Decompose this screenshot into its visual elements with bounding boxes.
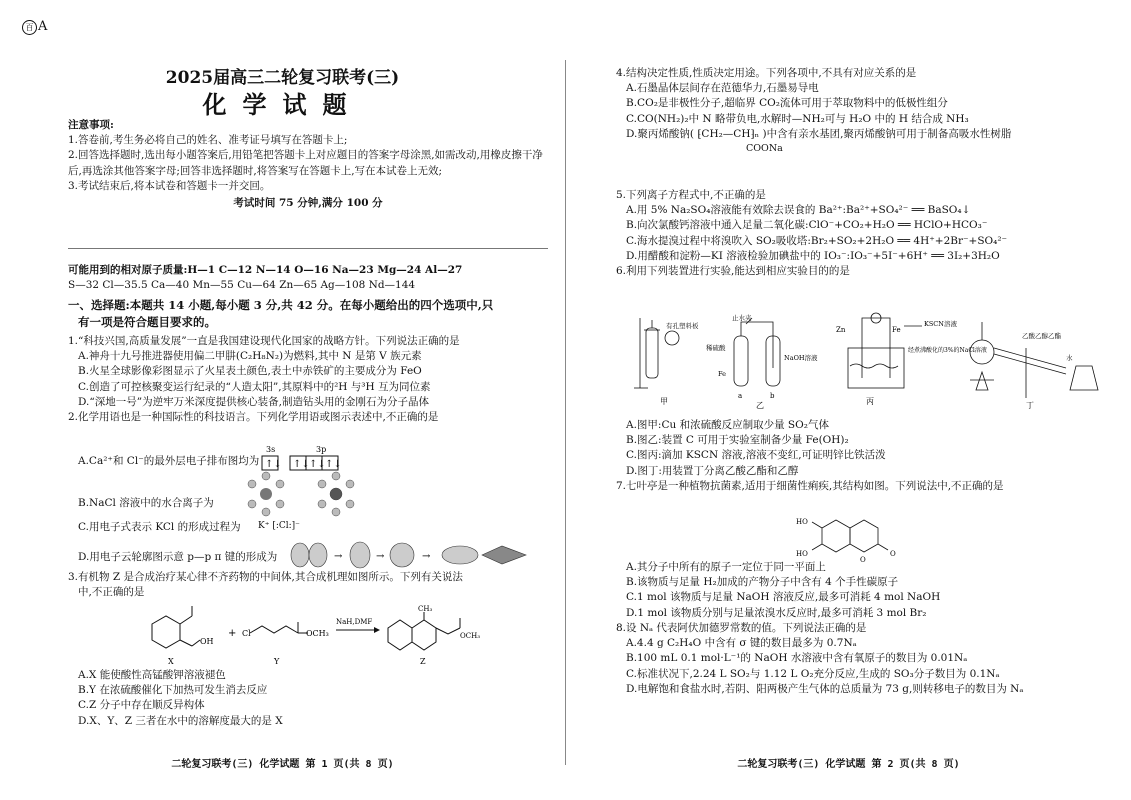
label-mix: 乙酸乙醇乙酯 [1022,332,1061,340]
hydrated-ions-figure [236,470,376,518]
orbital-3s-label: 3s [266,445,276,454]
synthesis-scheme [138,604,498,666]
svg-text:→: → [422,551,431,562]
q5-option-a[interactable]: A.用 5% Na₂SO₄溶液能有效除去误食的 Ba²⁺:Ba²⁺+SO₄²⁻ ══ BaSO₄↓ [626,204,971,217]
label-nacl: 经煮沸酸化的3%的NaCl溶液 [908,347,987,354]
q7-option-c[interactable]: C.1 mol 该物质与足量 NaOH 溶液反应,最多可消耗 4 mol NaOH [626,591,941,604]
q1-option-a[interactable]: A.神舟十九号推进器使用偏二甲肼(C₂H₈N₂)为燃料,其中 N 是第 V 族元素 [78,350,422,363]
left-page [0,0,565,800]
atomic-masses-line2: S—32 Cl—35.5 Ca—40 Mn—55 Cu—64 Zn—65 Ag—108 Nd—144 [68,279,416,292]
q1-option-d[interactable]: D.“深地一号”为逆牢万米深度提供核心装备,制造钻头用的金刚石为分子晶体 [78,395,429,408]
q5-option-c[interactable]: C.海水提溴过程中将溴吹入 SO₂吸收塔:Br₂+SO₂+2H₂O ══ 4H⁺+2Br⁻+SO₄²⁻ [626,234,1008,247]
label-bing: 丙 [866,397,874,406]
q3-options [68,668,548,729]
question-4 [616,66,1106,156]
corner-ring-glyph: 百 [22,20,37,35]
q3-stem-line1: 3.有机物 Z 是合成治疗某心律不齐药物的中间体,其合成机理如图所示。下列有关说法 [68,571,463,583]
ring-o-label: O [860,556,866,564]
section-one [68,297,548,330]
orbital-3p-label: 3p [316,445,327,454]
q1-option-b[interactable]: B.火星全球影像彩图显示了火星表土颜色,表土中赤铁矿的主要成分为 FeO [78,365,422,378]
q5-option-b[interactable]: B.向次氯酸钙溶液中通入足量二氧化碳:ClO⁻+CO₂+H₂O ══ HClO+HCO₃⁻ [626,219,988,232]
q6-option-d[interactable]: D.图丁:用装置丁分离乙酸乙酯和乙醇 [626,464,799,477]
corner-letter: A [38,19,48,34]
q4-option-c[interactable]: C.CO(NH₂)₂中 N 略带负电,水解时—NH₂可与 H₂O 中的 H 结合成 NH₃ [626,112,969,125]
label-naoh: NaOH溶液 [784,354,818,362]
kcl-formation: K⁺ [:Cl:]⁻ [258,521,300,531]
label-yi: 乙 [756,401,764,410]
label-y: Y [274,657,280,666]
x-oh-label: OH [200,637,214,646]
carbonyl-o-label: O [890,550,896,558]
notes-block [68,118,548,211]
question-1 [68,334,548,425]
q8-option-d[interactable]: D.电解饱和食盐水时,若阴、阳两极产生气体的总质量为 73 g,则转移电子的数目为 Nₐ [626,682,1024,695]
footer-right: 二轮复习联考(三) 化学试题 第 2 页(共 8 页) [737,758,960,770]
label-jia: 甲 [660,397,668,406]
label-fe2: Fe [892,326,901,334]
q8-option-c[interactable]: C.标准状况下,2.24 L SO₂与 1.12 L O₂充分反应,生成的 SO₃分子数目为 0.1Nₐ [626,667,1000,680]
footer-left: 二轮复习联考(三) 化学试题 第 1 页(共 8 页) [171,758,394,770]
label-x: X [168,657,174,666]
atomic-masses [68,263,548,293]
q3-option-c[interactable]: C.Z 分子中存在顺反异构体 [78,699,205,712]
svg-text:↑↓: ↑↓ [293,459,310,470]
y-cl-label: Cl [242,629,251,638]
svg-text:↑↓: ↑↓ [325,459,342,470]
label-b: b [770,392,775,400]
q4-option-b[interactable]: B.CO₂是非极性分子,超临界 CO₂流体可用于萃取物料中的低极性组分 [626,97,948,110]
q3-option-d[interactable]: D.X、Y、Z 三者在水中的溶解度最大的是 X [78,714,283,727]
svg-text:→: → [334,551,343,562]
q6-stem: 6.利用下列装置进行实验,能达到相应实验目的的是 [616,265,850,278]
q2-option-b[interactable]: B.NaCl 溶液中的水合离子为 [78,497,214,509]
svg-text:↑↓: ↑↓ [309,459,326,470]
q4-coona: COONa [746,143,783,155]
section-one-line1: 一、选择题:本题共 14 小题,每小题 3 分,共 42 分。在每小题给出的四个选项中,只 [68,298,494,312]
q4-option-d[interactable]: D.聚丙烯酸钠( ⁅CH₂—CH⁆ₙ )中含有亲水基团,聚丙烯酸钠可用于制备高吸水性树脂 [626,127,1012,140]
label-fe: Fe [718,370,727,378]
z-ch3-label: CH₃ [418,605,433,613]
atomic-masses-line1: 可能用到的相对原子质量:H—1 C—12 N—14 O—16 Na—23 Mg—24 Al—27 [68,264,463,276]
q6-option-b[interactable]: B.图乙:装置 C 可用于实验室制备少量 Fe(OH)₂ [626,434,849,447]
q5-stem: 5.下列离子方程式中,不正确的是 [616,189,766,201]
esculetin-structure [792,516,912,566]
q2-option-c[interactable]: C.用电子式表示 KCl 的形成过程为 [78,521,241,533]
q7-option-a[interactable]: A.其分子中所有的原子一定位于同一平面上 [626,561,826,573]
question-3 [68,570,548,600]
label-a: a [738,392,743,400]
note-item: 1.答卷前,考生务必将自己的姓名、准考证号填写在答题卡上; [68,134,348,147]
q6-option-a[interactable]: A.图甲:Cu 和浓硫酸反应制取少量 SO₂气体 [626,419,829,431]
ho-label-2: HO [796,550,808,558]
q3-stem-line2: 中,不正确的是 [78,586,145,599]
note-item: 2.回答选择题时,选出每小题答案后,用铅笔把答题卡上对应题目的答案字母涂黑,如需改动,用橡皮擦干净后,再选涂其他答案字母;回答非选择题时,将答案写在答题卡上,写在本试卷上无效; [68,149,543,177]
reagent-label: NaH,DMF [336,618,373,626]
note-item: 3.考试结束后,将本试卷和答题卡一并交回。 [68,179,271,192]
label-ding: 丁 [1026,401,1034,410]
question-2 [68,444,548,574]
q4-option-a[interactable]: A.石墨晶体层间存在范德华力,石墨易导电 [626,82,819,95]
q4-stem: 4.结构决定性质,性质决定用途。下列各项中,不具有对应关系的是 [616,67,917,79]
ho-label-1: HO [796,518,808,526]
q3-option-b[interactable]: B.Y 在浓硫酸催化下加热可发生消去反应 [78,684,268,697]
notes-heading: 注意事项: [68,119,114,131]
corner-mark [22,18,47,37]
apparatus-figure [626,308,1106,410]
z-och3-label: OCH₃ [460,632,481,640]
label-porous: 有孔塑料板 [666,322,699,330]
right-page [566,0,1131,800]
q6-option-c[interactable]: C.图丙:滴加 KSCN 溶液,溶液不变红,可证明锌比铁活泼 [626,449,886,462]
svg-text:→: → [376,551,385,562]
q8-stem: 8.设 Nₐ 代表阿伏加德罗常数的值。下列说法正确的是 [616,621,867,634]
q3-option-a[interactable]: A.X 能使酸性高锰酸钾溶液褪色 [78,669,226,681]
q1-stem: 1.“科技兴国,高质量发展”一直是我国建设现代化国家的战略方针。下列说法正确的是 [68,335,460,347]
subject-title: 化学试题 [202,90,363,119]
q8-option-a[interactable]: A.4.4 g C₂H₄O 中含有 σ 键的数目最多为 0.7Nₐ [626,637,857,650]
exam-title: 2025届高三二轮复习联考(三) [165,68,400,88]
q7-option-d[interactable]: D.1 mol 该物质分别与足量浓溴水反应时,最多可消耗 3 mol Br₂ [626,606,927,619]
label-zn: Zn [836,326,846,334]
label-stopclamp: 止水夹 [732,314,752,322]
section-one-line2: 有一项是符合题目要求的。 [78,314,216,329]
q1-option-c[interactable]: C.创造了可控核聚变运行纪录的“人造太阳”,其原料中的²H 与³H 互为同位素 [78,380,431,393]
q8-option-b[interactable]: B.100 mL 0.1 mol·L⁻¹的 NaOH 水溶液中含有氧原子的数目为 0.01Nₐ [626,652,968,665]
q2-option-d[interactable]: D.用电子云轮廓图示意 p—p π 键的形成为 [78,551,278,563]
svg-text:↑↓: ↑↓ [265,459,282,470]
q2-stem: 2.化学用语也是一种国际性的科技语言。下列化学用语或图示表述中,不正确的是 [68,411,439,424]
question-5 [616,188,1106,279]
label-kscn: KSCN溶液 [924,320,957,328]
q6-options [616,418,1106,494]
q7-option-b[interactable]: B.该物质与足量 H₂加成的产物分子中含有 4 个手性碳原子 [626,576,899,589]
label-z: Z [420,657,426,666]
divider-rule [68,248,548,249]
plus-sign: + [228,628,237,639]
label-water: 水 [1066,354,1073,362]
q5-option-d[interactable]: D.用醋酸和淀粉—KI 溶液检验加碘盐中的 IO₃⁻:IO₃⁻+5I⁻+6H⁺ ══ 3I₂+3H₂O [626,249,1000,262]
q7-stem: 7.七叶亭是一种植物抗菌素,适用于细菌性痢疾,其结构如图。下列说法中,不正确的是 [616,479,1004,492]
label-dilute-acid: 稀硫酸 [706,344,726,352]
exam-time: 考试时间 75 分钟,满分 100 分 [233,197,383,210]
y-och3-label: OCH₃ [306,629,329,638]
q7-options [616,560,1106,697]
orbital-overlap-figure [290,540,528,570]
q2-option-a[interactable]: A.Ca²⁺和 Cl⁻的最外层电子排布图均为 [78,455,260,467]
